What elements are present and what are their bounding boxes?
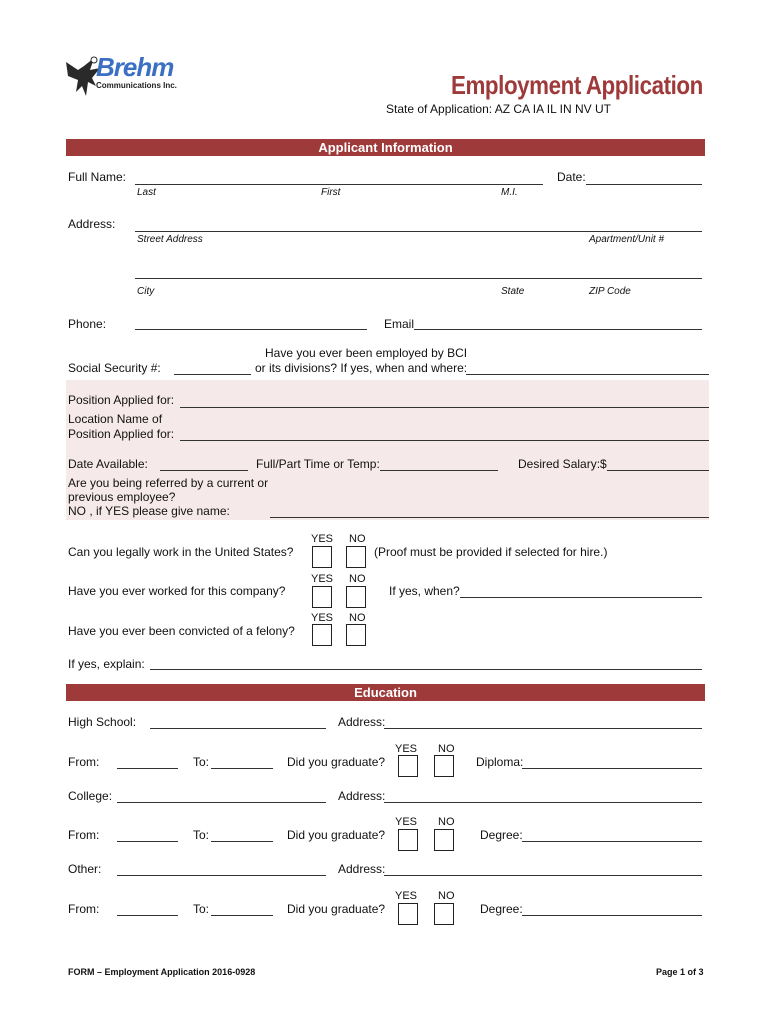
other-graduate-label: Did you graduate?	[287, 902, 386, 916]
location-field[interactable]	[180, 440, 709, 441]
other-to-field[interactable]	[211, 915, 273, 916]
felony-no-checkbox[interactable]	[346, 624, 366, 646]
other-field[interactable]	[117, 875, 326, 876]
diploma-field[interactable]	[522, 768, 702, 769]
hs-graduate-label: Did you graduate?	[287, 755, 386, 769]
college-field[interactable]	[117, 802, 326, 803]
high-school-label: High School:	[68, 715, 137, 729]
referred-label-3: NO , if YES please give name:	[68, 504, 230, 518]
hs-yes-checkbox[interactable]	[398, 755, 418, 777]
explain-label: If yes, explain:	[68, 657, 145, 671]
form-footer: FORM – Employment Application 2016-0928	[68, 967, 256, 977]
legal-yes-checkbox[interactable]	[312, 546, 332, 568]
hs-from-field[interactable]	[117, 768, 178, 769]
felony-yes-label: YES	[311, 612, 334, 624]
college-yes-checkbox[interactable]	[398, 829, 418, 851]
location-label-2: Position Applied for:	[68, 427, 175, 441]
mi-sublabel: M.I.	[501, 187, 518, 198]
hs-no-checkbox[interactable]	[434, 755, 454, 777]
phone-label: Phone:	[68, 317, 107, 331]
other-to-label: To:	[193, 902, 210, 916]
referred-name-field[interactable]	[270, 517, 709, 518]
phone-field[interactable]	[135, 329, 367, 330]
other-degree-field[interactable]	[522, 915, 702, 916]
zip-sublabel: ZIP Code	[589, 286, 631, 297]
last-sublabel: Last	[137, 187, 156, 198]
apt-sublabel: Apartment/Unit #	[589, 234, 665, 245]
high-school-field[interactable]	[150, 728, 326, 729]
other-degree-label: Degree:	[480, 902, 523, 916]
college-from-field[interactable]	[117, 841, 178, 842]
felony-label: Have you ever been convicted of a felony?	[68, 624, 295, 638]
first-sublabel: First	[321, 187, 341, 198]
worked-yes-checkbox[interactable]	[312, 586, 332, 608]
other-address-field[interactable]	[384, 875, 702, 876]
logo-text: Brehm	[96, 52, 174, 82]
if-yes-when-label: If yes, when?	[389, 584, 460, 598]
date-available-label: Date Available:	[68, 457, 148, 471]
full-part-label: Full/Part Time or Temp:	[256, 457, 380, 471]
college-to-label: To:	[193, 828, 210, 842]
address-label: Address:	[68, 217, 116, 231]
legal-yes-label: YES	[311, 533, 334, 545]
referred-label-2: previous employee?	[68, 490, 176, 504]
city-sublabel: City	[137, 286, 155, 297]
salary-field[interactable]	[607, 470, 709, 471]
full-part-field[interactable]	[380, 470, 498, 471]
hs-no-label: NO	[438, 743, 455, 755]
hs-address-field[interactable]	[384, 728, 702, 729]
other-no-label: NO	[438, 890, 455, 902]
company-logo	[64, 52, 184, 102]
felony-no-label: NO	[349, 612, 366, 624]
worked-no-checkbox[interactable]	[346, 586, 366, 608]
college-no-label: NO	[438, 816, 455, 828]
ssn-label: Social Security #:	[68, 361, 161, 375]
college-degree-label: Degree:	[480, 828, 523, 842]
date-label: Date:	[557, 170, 586, 184]
legal-no-checkbox[interactable]	[346, 546, 366, 568]
city-state-zip-field[interactable]	[135, 278, 702, 279]
street-sublabel: Street Address	[137, 234, 203, 245]
college-graduate-label: Did you graduate?	[287, 828, 386, 842]
other-address-label: Address:	[338, 862, 386, 876]
college-address-field[interactable]	[384, 802, 702, 803]
full-name-label: Full Name:	[68, 170, 127, 184]
referred-label-1: Are you being referred by a current or	[68, 476, 269, 490]
legally-work-label: Can you legally work in the United States?	[68, 545, 294, 559]
other-from-label: From:	[68, 902, 100, 916]
bci-question-line1: Have you ever been employed by BCI	[265, 346, 468, 360]
legal-no-label: NO	[349, 533, 366, 545]
worked-yes-label: YES	[311, 573, 334, 585]
page-number: Page 1 of 3	[656, 967, 704, 977]
worked-label: Have you ever worked for this company?	[68, 584, 286, 598]
proof-note: (Proof must be provided if selected for hire.)	[374, 545, 608, 559]
worked-when-field[interactable]	[460, 597, 702, 598]
college-to-field[interactable]	[211, 841, 273, 842]
education-heading: Education	[66, 684, 705, 701]
location-label-1: Location Name of	[68, 412, 163, 426]
college-from-label: From:	[68, 828, 100, 842]
bci-when-where-field[interactable]	[466, 374, 709, 375]
full-name-field[interactable]	[135, 184, 543, 185]
position-field[interactable]	[180, 407, 709, 408]
hs-yes-label: YES	[395, 743, 418, 755]
college-label: College:	[68, 789, 113, 803]
hs-from-label: From:	[68, 755, 100, 769]
position-label: Position Applied for:	[68, 393, 175, 407]
other-label: Other:	[68, 862, 102, 876]
bci-question-line2: or its divisions? If yes, when and where:	[255, 361, 468, 375]
felony-yes-checkbox[interactable]	[312, 624, 332, 646]
other-from-field[interactable]	[117, 915, 178, 916]
date-field[interactable]	[586, 184, 702, 185]
diploma-label: Diploma:	[476, 755, 524, 769]
page-title: Employment Application	[451, 70, 703, 100]
salary-label: Desired Salary:$	[518, 457, 607, 471]
applicant-info-heading: Applicant Information	[66, 139, 705, 156]
hs-to-label: To:	[193, 755, 210, 769]
date-available-field[interactable]	[160, 470, 248, 471]
email-field[interactable]	[414, 329, 702, 330]
hs-to-field[interactable]	[211, 768, 273, 769]
worked-no-label: NO	[349, 573, 366, 585]
state-of-application: State of Application: AZ CA IA IL IN NV UT	[386, 102, 611, 116]
college-yes-label: YES	[395, 816, 418, 828]
other-yes-label: YES	[395, 890, 418, 902]
ssn-field[interactable]	[174, 374, 251, 375]
hs-address-label: Address:	[338, 715, 386, 729]
other-no-checkbox[interactable]	[434, 903, 454, 925]
email-label: Email	[384, 317, 415, 331]
explain-field[interactable]	[150, 669, 702, 670]
college-degree-field[interactable]	[522, 841, 702, 842]
college-no-checkbox[interactable]	[434, 829, 454, 851]
state-sublabel: State	[501, 286, 525, 297]
logo-subtext: Communications Inc.	[96, 81, 177, 90]
other-yes-checkbox[interactable]	[398, 903, 418, 925]
college-address-label: Address:	[338, 789, 386, 803]
street-address-field[interactable]	[135, 231, 702, 232]
